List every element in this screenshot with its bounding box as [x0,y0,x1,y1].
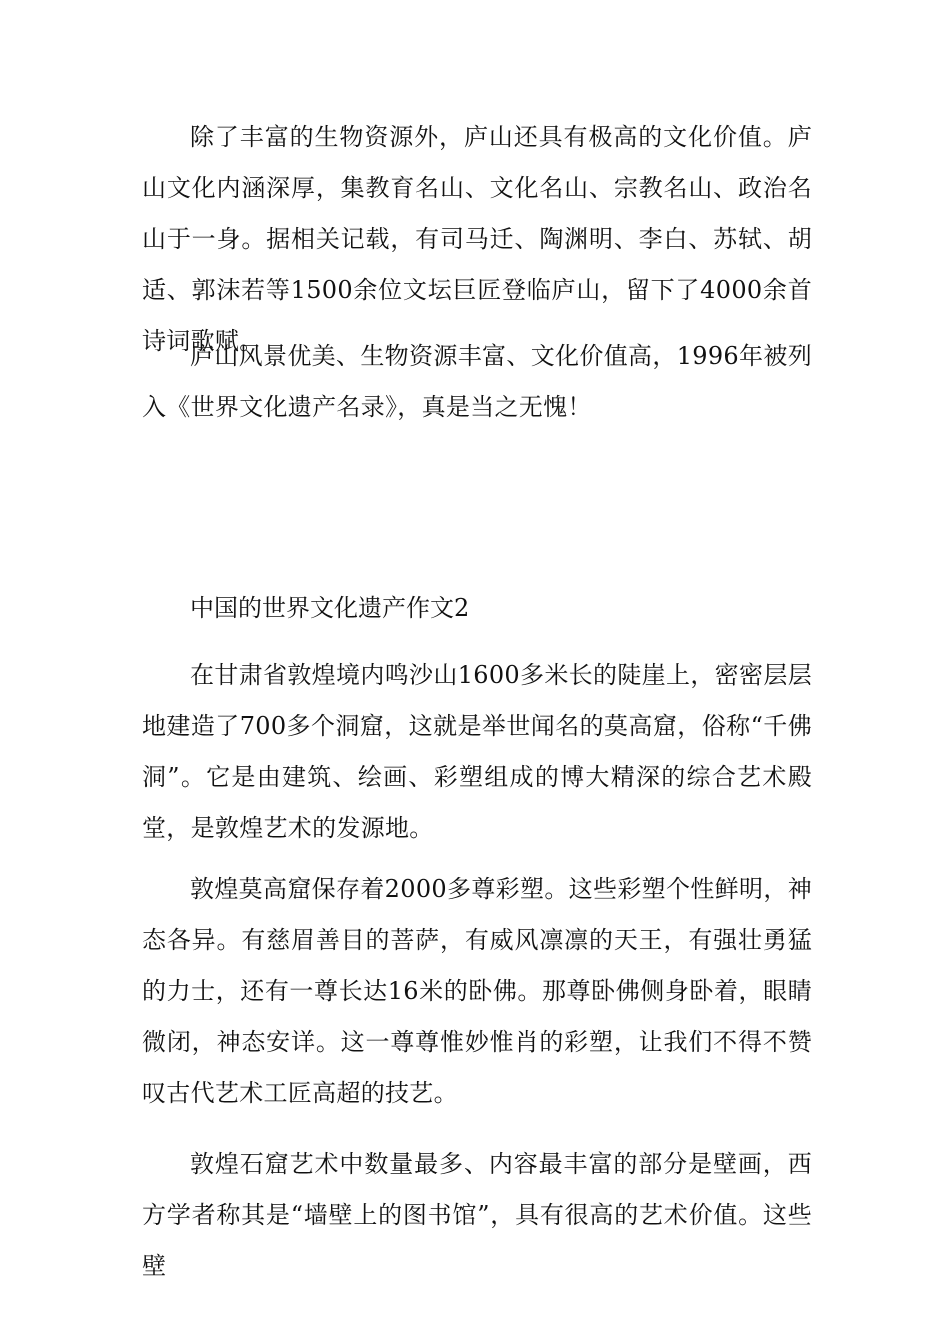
paragraph-mogao-murals: 敦煌石窟艺术中数量最多、内容最丰富的部分是壁画，西方学者称其是“墙壁上的图书馆”，具有很高的艺术价值。这些壁 [142,1150,812,1280]
paragraph-lushan-culture: 除了丰富的生物资源外，庐山还具有极高的文化价值。庐山文化内涵深厚，集教育名山、文化名山、宗教名山、政治名山于一身。据相关记载，有司马迁、陶渊明、李白、苏轼、胡适、郭沫若等1500余位文坛巨匠登临庐山，留下了4000余首诗词歌赋。 [142,123,812,355]
paragraph-mogao-sculptures: 敦煌莫高窟保存着2000多尊彩塑。这些彩塑个性鲜明，神态各异。有慈眉善目的菩萨，有威风凛凛的天王，有强壮勇猛的力士，还有一尊长达16米的卧佛。那尊卧佛侧身卧着，眼睛微闭，神态安详。这一尊尊惟妙惟肖的彩塑，让我们不得不赞叹古代艺术工匠高超的技艺。 [142,875,812,1107]
paragraph-lushan-heritage: 庐山风景优美、生物资源丰富、文化价值高，1996年被列入《世界文化遗产名录》，真是当之无愧！ [142,342,812,421]
paragraph-mogao-intro: 在甘肃省敦煌境内鸣沙山1600多米长的陡崖上，密密层层地建造了700多个洞窟，这就是举世闻名的莫高窟，俗称“千佛洞”。它是由建筑、绘画、彩塑组成的博大精深的综合艺术殿堂，是敦煌艺术的发源地。 [142,661,812,842]
section-heading: 中国的世界文化遗产作文2 [190,594,470,622]
